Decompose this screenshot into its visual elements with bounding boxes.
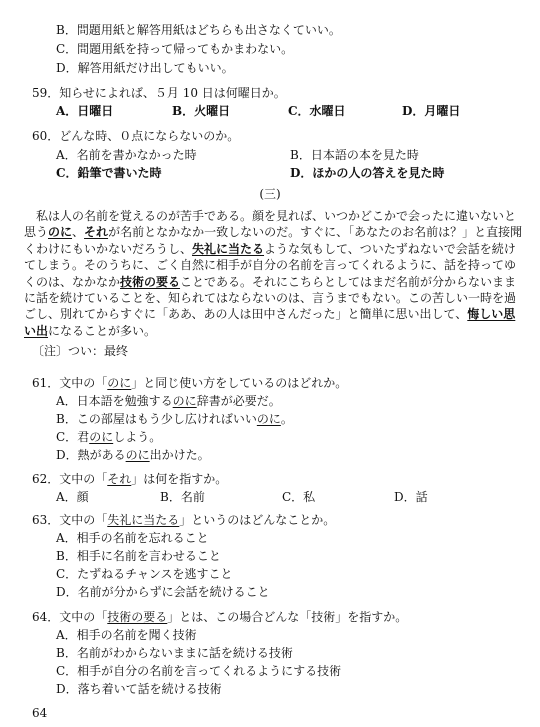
underline-gijutsu: 技術の要る [120,274,181,289]
q62-option-b: B．名前 [160,490,205,504]
passage-text: ような気もして、ついたずねないで会話を続けてしまう。そのうちに、ごく自然に相手が自分の名前を言ってくれるように、話を持ってゆくのは、なかなか [24,241,517,289]
q60-option-b: B．日本語の本を見た時 [290,148,419,162]
opt-text: 出かけた。 [149,448,210,462]
underline-shitsurei: 失礼に当たる [192,241,265,256]
q63-underline: 失礼に当たる [107,513,180,527]
question-63 [32,512,335,528]
q61-option-c [56,429,161,445]
q59-option-d: D．月曜日 [402,104,461,118]
q63-text: 」というのはどんなことか。 [179,513,336,527]
underline-kuyashii: 悔しい思い出 [24,307,516,338]
opt-underline: のに [256,412,281,426]
opt-underline: のに [172,394,197,408]
passage-text: ことである。それにこちらとしてはまだ名前が分からないままに話を続けていることを、知られてはならないのは、言うまでもない。この苦しい一時を過ごし、別れてからすぐに「ああ、あの人は田中さんだった」と簡単に思い出して、 [24,274,517,322]
q62-option-c: C．私 [282,490,316,504]
q61-text: 61．文中の「 [32,376,108,390]
q59-option-c: C．水曜日 [288,104,346,118]
q61-option-a [56,393,281,409]
opt-text: B．この部屋はもう少し広ければいい [56,412,257,426]
q61-option-d [56,447,210,463]
q63-option-a: A．相手の名前を忘れること [56,531,209,545]
opt-text: 辞書が必要だ。 [196,394,281,408]
opt-underline: のに [89,430,114,444]
passage-text: になることが多い。 [48,323,157,338]
opt-text: 。 [280,412,293,426]
question-61 [32,375,347,391]
q64-text: 」とは、この場合どんな「技術」を指すか。 [167,610,408,624]
option-b: B．問題用紙と解答用紙はどちらも出さなくていい。 [56,23,341,37]
section-title: (三) [259,187,281,201]
q62-text: 」は何を指すか。 [131,472,228,486]
question-59: 59．知らせによれば、５月 10 日は何曜日か。 [32,86,286,100]
opt-text: D．熱がある [56,448,126,462]
opt-text: A．日本語を勉強する [56,394,173,408]
q63-option-b: B．相手に名前を言わせること [56,549,221,563]
passage-text: が名前となかなか一致しないのだ。すぐに、「あなたのお名前は？」と直接聞くわけにもいかないだろうし、 [24,225,523,256]
passage-text: 私は人の名前を覚えるのが苦手である。顔を見れば、いつかどこかで会ったに違いないと思う [24,209,517,240]
q63-option-d: D．名前が分からずに会話を続けること [56,585,270,599]
note: 〔注〕つい：最终 [32,344,129,358]
q60-option-d: D．ほかの人の答えを見た時 [290,166,445,180]
q59-option-a: A．日曜日 [56,104,114,118]
q62-option-a: A．顔 [56,490,89,504]
page-number: 64 [32,706,48,720]
question-64 [32,609,407,625]
q62-underline: それ [107,472,132,486]
reading-passage [24,208,524,339]
q59-option-b: B．火曜日 [172,104,231,118]
q60-option-a: A．名前を書かなかった時 [56,148,197,162]
option-d: D．解答用紙だけ出してもいい。 [56,61,234,75]
q61-underline: のに [107,376,132,390]
q61-text: 」と同じ使い方をしているのはどれか。 [131,376,348,390]
opt-text: C．君 [56,430,90,444]
q64-text: 64．文中の「 [32,610,108,624]
question-62 [32,471,227,487]
q64-underline: 技術の要る [107,610,168,624]
opt-underline: のに [125,448,150,462]
q60-option-c: C．鉛筆で書いた時 [56,166,162,180]
q64-option-d: D．落ち着いて話を続ける技術 [56,682,222,696]
q63-text: 63．文中の「 [32,513,108,527]
underline-sore: それ [84,225,109,240]
q64-option-a: A．相手の名前を聞く技術 [56,628,197,642]
q62-option-d: D．話 [394,490,428,504]
q63-option-c: C．たずねるチャンスを逃すこと [56,567,233,581]
q64-option-b: B．名前がわからないままに話を続ける技術 [56,646,293,660]
q61-option-b [56,411,293,427]
underline-noni: のに [48,225,73,240]
opt-text: しよう。 [113,430,162,444]
q64-option-c: C．相手が自分の名前を言ってくれるようにする技術 [56,664,342,678]
question-60: 60．どんな時、０点にならないのか。 [32,129,240,143]
option-c: C．問題用紙を持って帰ってもかまわない。 [56,42,294,56]
q62-text: 62．文中の「 [32,472,108,486]
passage-text: 、 [72,225,85,240]
